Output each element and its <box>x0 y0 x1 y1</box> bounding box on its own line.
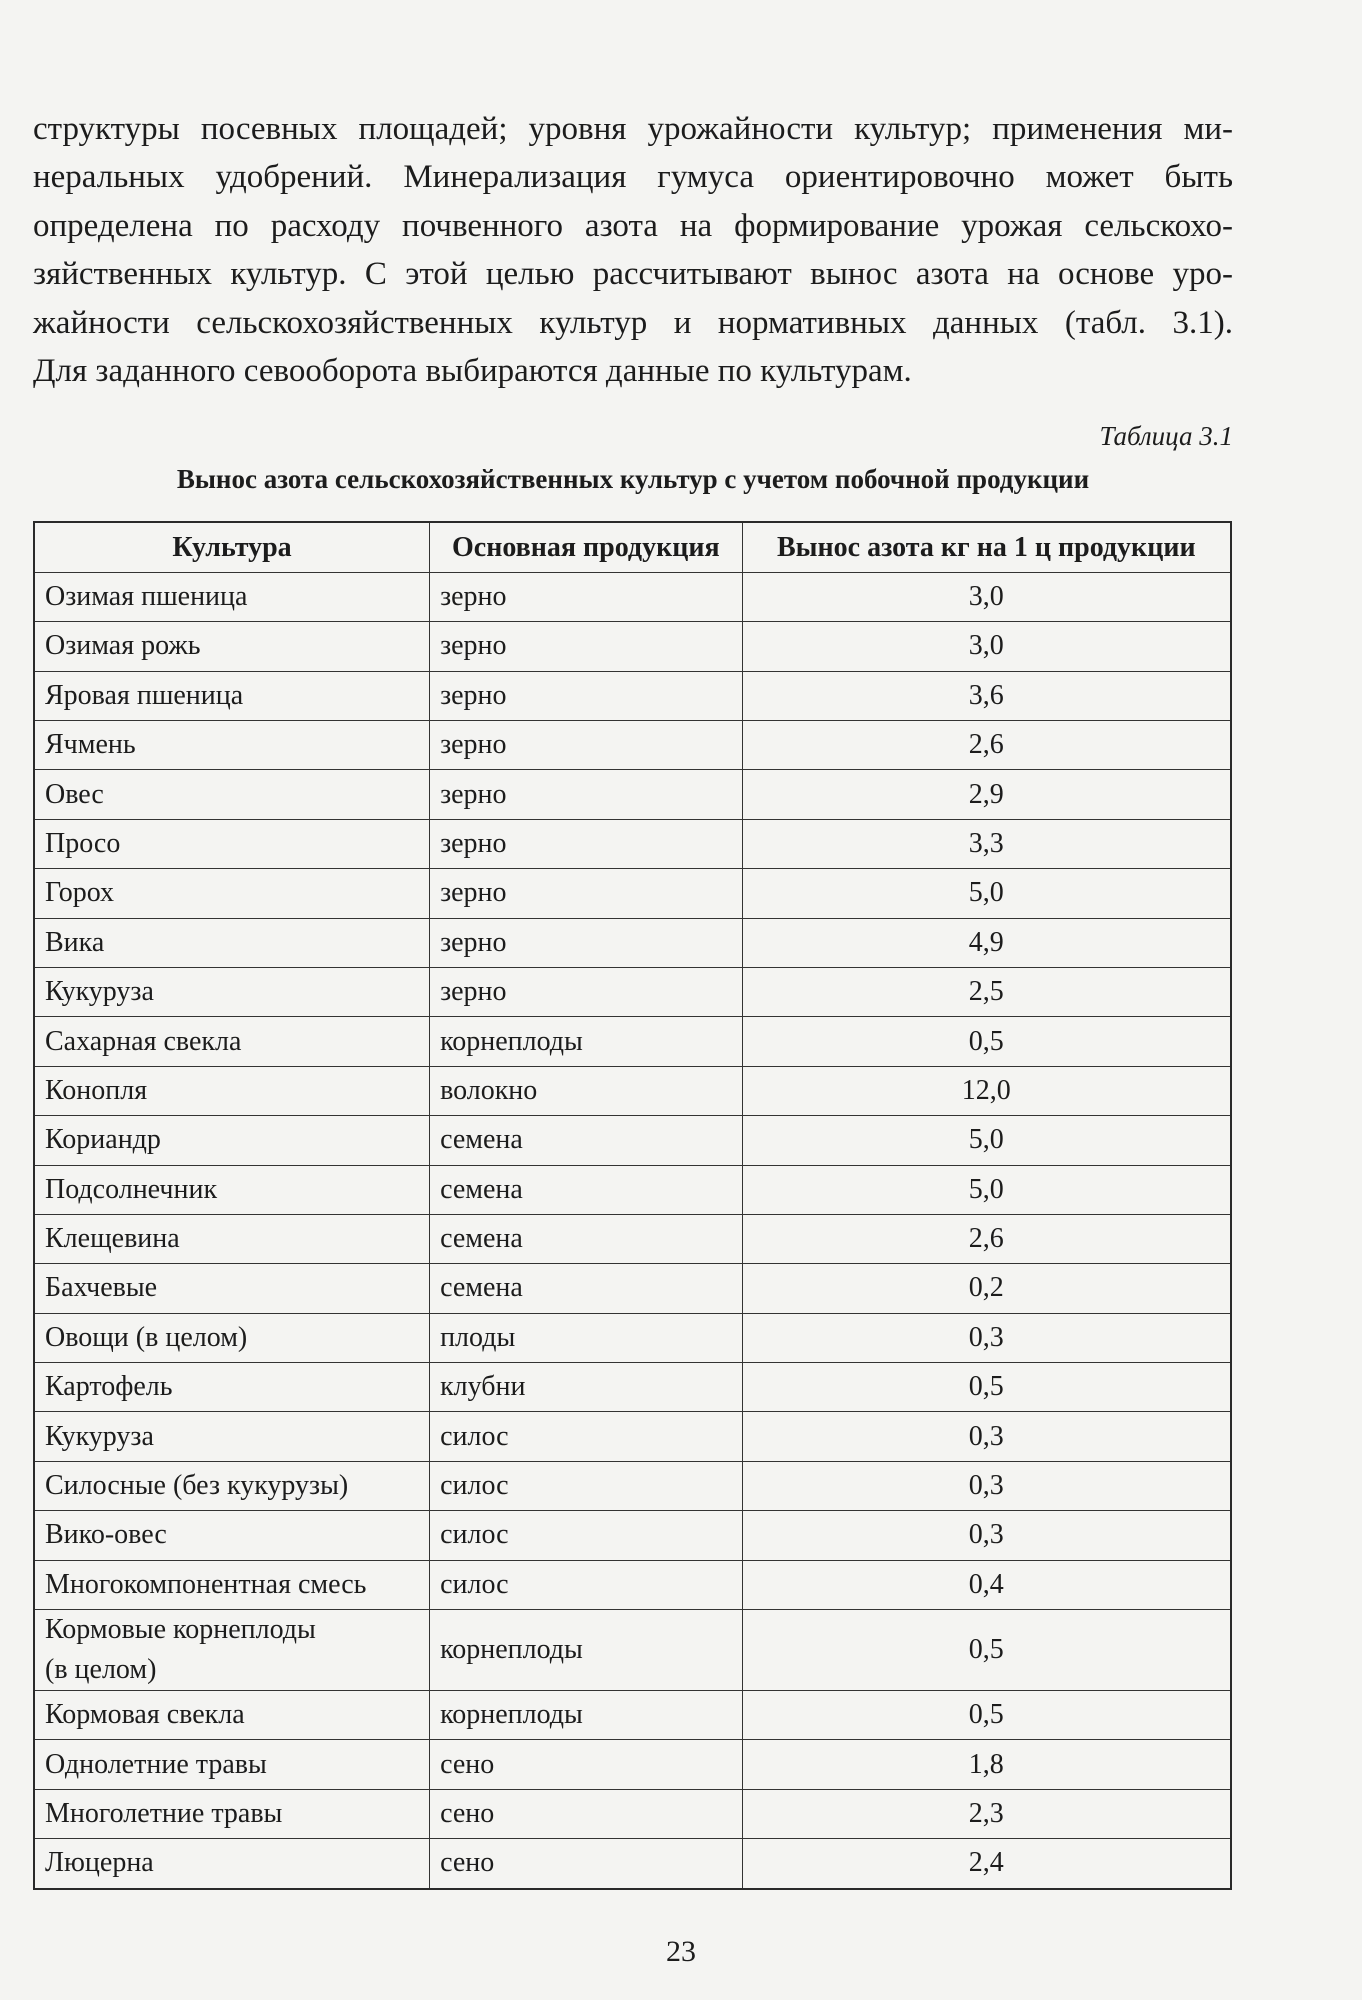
crop-cell: Кукуруза <box>34 1412 430 1461</box>
crop-cell: Горох <box>34 869 430 918</box>
crop-cell: Просо <box>34 819 430 868</box>
product-cell: сено <box>430 1839 743 1889</box>
table-row <box>34 572 1231 621</box>
nitrogen-removal-table <box>33 521 1232 1889</box>
nitrogen-value-cell: 2,9 <box>742 770 1231 819</box>
nitrogen-value-cell: 0,5 <box>742 1610 1231 1691</box>
product-cell: зерно <box>430 918 743 967</box>
product-cell: силос <box>430 1412 743 1461</box>
product-cell: сено <box>430 1789 743 1838</box>
crop-cell: Яровая пшеница <box>34 671 430 720</box>
product-cell: корнеплоды <box>430 1610 743 1691</box>
nitrogen-value-cell: 5,0 <box>742 1116 1231 1165</box>
table-row <box>34 1511 1231 1560</box>
table-row <box>34 1313 1231 1362</box>
page-content <box>33 105 1233 1890</box>
nitrogen-value-cell: 5,0 <box>742 869 1231 918</box>
product-cell: зерно <box>430 671 743 720</box>
nitrogen-value-cell: 2,3 <box>742 1789 1231 1838</box>
crop-cell: Кориандр <box>34 1116 430 1165</box>
crop-cell: Ячмень <box>34 721 430 770</box>
product-cell: зерно <box>430 869 743 918</box>
crop-cell: Сахарная свекла <box>34 1017 430 1066</box>
product-cell: волокно <box>430 1066 743 1115</box>
page-number: 23 <box>666 1935 696 1968</box>
table-row <box>34 1264 1231 1313</box>
crop-cell: Вика <box>34 918 430 967</box>
table-row <box>34 1839 1231 1889</box>
crop-cell: Силосные (без кукурузы) <box>34 1461 430 1510</box>
crop-cell: Подсолнечник <box>34 1165 430 1214</box>
crop-cell: Однолетние травы <box>34 1740 430 1789</box>
paragraph-line: Для заданного севооборота выбираются данные по культурам. <box>33 353 912 390</box>
nitrogen-value-cell: 0,4 <box>742 1560 1231 1609</box>
crop-cell: Овощи (в целом) <box>34 1313 430 1362</box>
crop-cell: Клещевина <box>34 1214 430 1263</box>
table-row <box>34 1363 1231 1412</box>
nitrogen-value-cell: 4,9 <box>742 918 1231 967</box>
crop-cell: Кормовая свекла <box>34 1691 430 1740</box>
product-cell: семена <box>430 1214 743 1263</box>
paragraph-line: неральных удобрений. Минерализация гумуса ориентировочно может быть <box>33 159 1233 196</box>
table-row <box>34 967 1231 1016</box>
product-cell: семена <box>430 1165 743 1214</box>
table-row <box>34 1165 1231 1214</box>
table-row <box>34 1412 1231 1461</box>
nitrogen-value-cell: 5,0 <box>742 1165 1231 1214</box>
nitrogen-value-cell: 2,4 <box>742 1839 1231 1889</box>
nitrogen-value-cell: 0,3 <box>742 1511 1231 1560</box>
nitrogen-value-cell: 0,3 <box>742 1313 1231 1362</box>
nitrogen-value-cell: 12,0 <box>742 1066 1231 1115</box>
crop-cell: Озимая пшеница <box>34 572 430 621</box>
nitrogen-value-cell: 2,6 <box>742 721 1231 770</box>
table-title: Вынос азота сельскохозяйственных культур с учетом побочной продукции <box>176 464 1090 495</box>
product-cell: зерно <box>430 572 743 621</box>
product-cell: плоды <box>430 1313 743 1362</box>
product-cell: семена <box>430 1264 743 1313</box>
table-row <box>34 671 1231 720</box>
table-row <box>34 770 1231 819</box>
nitrogen-value-cell: 0,5 <box>742 1017 1231 1066</box>
nitrogen-value-cell: 1,8 <box>742 1740 1231 1789</box>
crop-cell: Картофель <box>34 1363 430 1412</box>
product-cell: корнеплоды <box>430 1691 743 1740</box>
table-body <box>34 572 1231 1888</box>
table-row <box>34 1610 1231 1691</box>
header-main-product: Основная продукция <box>430 522 743 572</box>
crop-cell: Кукуруза <box>34 967 430 1016</box>
table-row <box>34 1017 1231 1066</box>
paragraph-line: структуры посевных площадей; уровня урожайности культур; применения ми- <box>33 111 1233 147</box>
nitrogen-value-cell: 0,5 <box>742 1691 1231 1740</box>
crop-cell: Озимая рожь <box>34 622 430 671</box>
crop-cell: Овес <box>34 770 430 819</box>
product-cell: корнеплоды <box>430 1017 743 1066</box>
table-row <box>34 1691 1231 1740</box>
table-row <box>34 1116 1231 1165</box>
table-header-row <box>34 522 1231 572</box>
table-row <box>34 1789 1231 1838</box>
nitrogen-value-cell: 0,3 <box>742 1412 1231 1461</box>
product-cell: зерно <box>430 819 743 868</box>
crop-cell: Бахчевые <box>34 1264 430 1313</box>
table-row <box>34 918 1231 967</box>
crop-cell: Конопля <box>34 1066 430 1115</box>
product-cell: зерно <box>430 622 743 671</box>
paragraph-line: зяйственных культур. С этой целью рассчитывают вынос азота на основе уро- <box>33 256 1233 293</box>
product-cell: силос <box>430 1511 743 1560</box>
nitrogen-value-cell: 3,0 <box>742 622 1231 671</box>
table-row <box>34 819 1231 868</box>
header-nitrogen-removal: Вынос азота кг на 1 ц продукции <box>742 522 1231 572</box>
product-cell: зерно <box>430 770 743 819</box>
table-row <box>34 622 1231 671</box>
crop-cell: Вико-овес <box>34 1511 430 1560</box>
table-row <box>34 1214 1231 1263</box>
product-cell: зерно <box>430 721 743 770</box>
table-row <box>34 1560 1231 1609</box>
nitrogen-value-cell: 3,3 <box>742 819 1231 868</box>
nitrogen-value-cell: 0,3 <box>742 1461 1231 1510</box>
crop-cell: Кормовые корнеплоды (в целом) <box>34 1610 430 1691</box>
crop-cell: Многолетние травы <box>34 1789 430 1838</box>
crop-cell: Многокомпонентная смесь <box>34 1560 430 1609</box>
product-cell: сено <box>430 1740 743 1789</box>
paragraph-line: определена по расходу почвенного азота на формирование урожая сельскохо- <box>33 207 1233 244</box>
body-paragraph <box>33 105 1233 395</box>
header-crop: Культура <box>34 522 430 572</box>
nitrogen-value-cell: 3,0 <box>742 572 1231 621</box>
table-row <box>34 1066 1231 1115</box>
table-row <box>34 869 1231 918</box>
nitrogen-value-cell: 0,5 <box>742 1363 1231 1412</box>
nitrogen-value-cell: 2,6 <box>742 1214 1231 1263</box>
table-row <box>34 1461 1231 1510</box>
paragraph-line: жайности сельскохозяйственных культур и нормативных данных (табл. 3.1). <box>33 304 1233 341</box>
table-row <box>34 1740 1231 1789</box>
nitrogen-value-cell: 0,2 <box>742 1264 1231 1313</box>
nitrogen-value-cell: 2,5 <box>742 967 1231 1016</box>
product-cell: клубни <box>430 1363 743 1412</box>
product-cell: силос <box>430 1461 743 1510</box>
table-caption: Таблица 3.1 <box>1099 421 1233 452</box>
product-cell: семена <box>430 1116 743 1165</box>
table-row <box>34 721 1231 770</box>
product-cell: силос <box>430 1560 743 1609</box>
nitrogen-value-cell: 3,6 <box>742 671 1231 720</box>
crop-cell: Люцерна <box>34 1839 430 1889</box>
product-cell: зерно <box>430 967 743 1016</box>
